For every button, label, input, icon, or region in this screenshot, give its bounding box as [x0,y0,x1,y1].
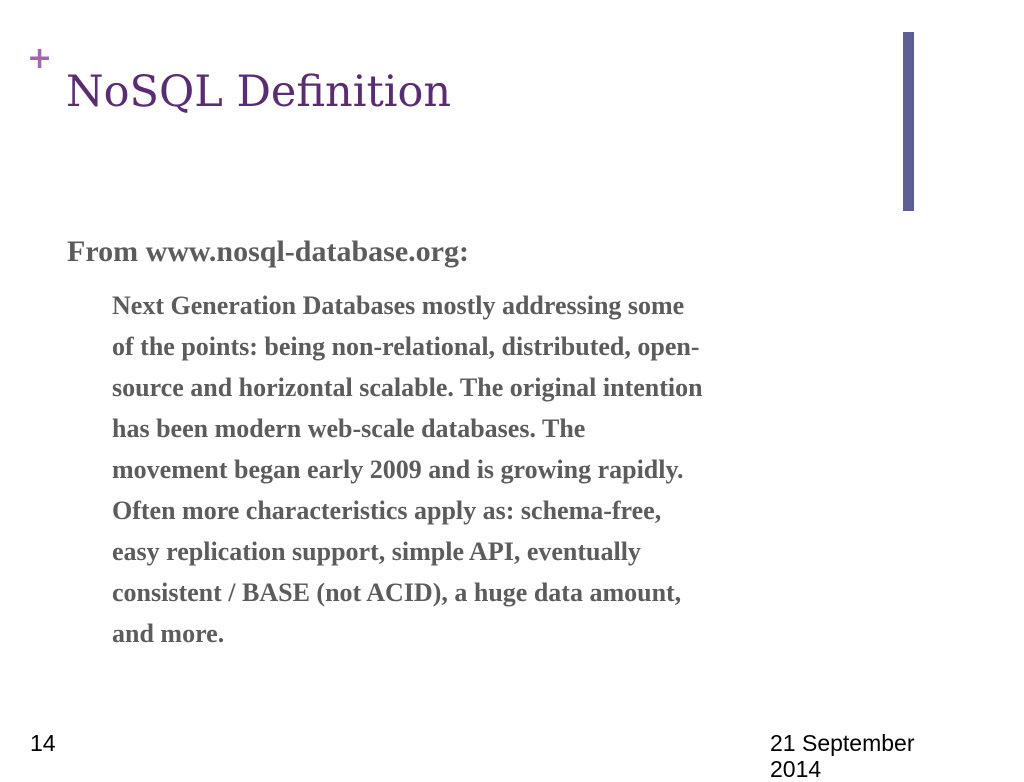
accent-bar [903,32,914,211]
quote-line: and more. [112,619,225,648]
quote-line: source and horizontal scalable. The original intention [112,373,703,402]
quote-line: Next Generation Databases mostly addressing some [112,291,685,320]
lead-text: From www.nosql-database.org: [67,235,469,268]
quote-line: has been modern web-scale databases. The [112,414,586,443]
slide-title: NoSQL Definition [66,67,452,117]
quote-line: easy replication support, simple API, eventually [112,537,641,566]
quote-line: movement began early 2009 and is growing rapidly. [112,455,684,484]
quote-line: of the points: being non-relational, distributed, open- [112,332,700,361]
definition-quote [112,285,902,654]
slide-number: 14 [30,730,56,756]
slide-date: 21 September 2014 [770,730,915,782]
quote-line: consistent / BASE (not ACID), a huge data amount, [112,578,682,607]
plus-icon: + [27,41,53,76]
quote-line: Often more characteristics apply as: schema-free, [112,496,662,525]
